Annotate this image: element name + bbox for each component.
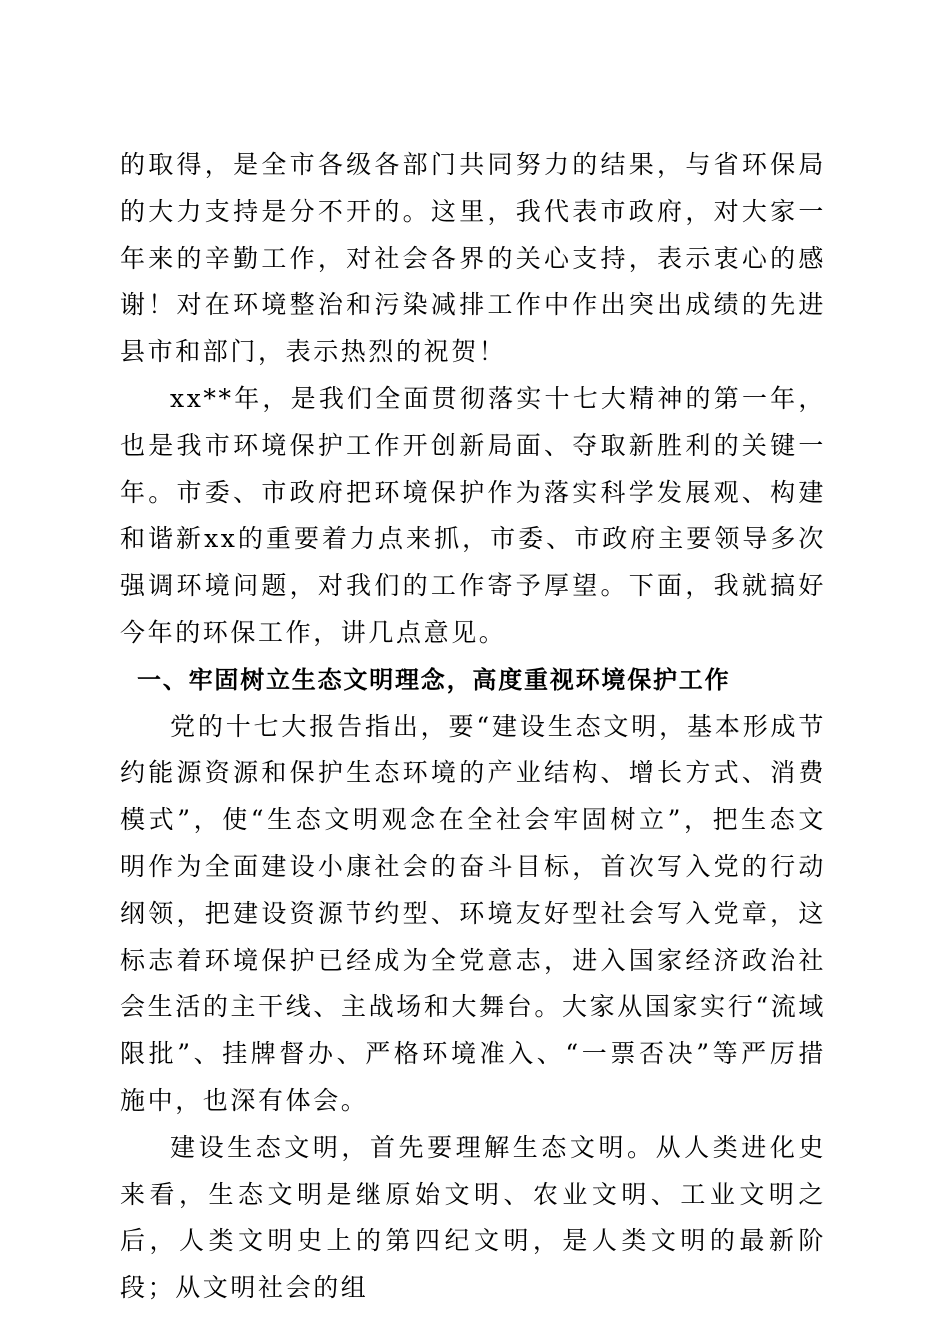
document-body bbox=[120, 142, 826, 1312]
paragraph-year-overview: xx**年，是我们全面贯彻落实十七大精神的第一年，也是我市环境保护工作开创新局面、夺取新胜利的关键一年。市委、市政府把环境保护作为落实科学发展观、构建和谐新xx的重要着力点来抓，市委、市政府主要领导多次强调环境问题，对我们的工作寄予厚望。下面，我就搞好今年的环保工作，讲几点意见。 bbox=[120, 383, 826, 647]
paragraph-continued: 的取得，是全市各级各部门共同努力的结果，与省环保局的大力支持是分不开的。这里，我代表市政府，对大家一年来的辛勤工作，对社会各界的关心支持，表示衷心的感谢！对在环境整治和污染减排工作中作出突出成绩的先进县市和部门，表示热烈的祝贺！ bbox=[120, 150, 826, 367]
section-heading: 一、牢固树立生态文明理念，高度重视环境保护工作 bbox=[137, 665, 731, 694]
paragraph-ecological-civilization: 党的十七大报告指出，要“建设生态文明，基本形成节约能源资源和保护生态环境的产业结构、增长方式、消费模式”，使“生态文明观念在全社会牢固树立”，把生态文明作为全面建设小康社会的奋斗目标，首次写入党的行动纲领，把建设资源节约型、环境友好型社会写入党章，这标志着环境保护已经成为全党意志，进入国家经济政治社会生活的主干线、主战场和大舞台。大家从国家实行“流域限批”、挂牌督办、严格环境准入、“一票否决”等严厉措施中，也深有体会。 bbox=[120, 711, 826, 1115]
paragraph-understanding-ecology: 建设生态文明，首先要理解生态文明。从人类进化史来看，生态文明是继原始文明、农业文明、工业文明之后，人类文明史上的第四纪文明，是人类文明的最新阶段；从文明社会的组 bbox=[120, 1132, 826, 1303]
